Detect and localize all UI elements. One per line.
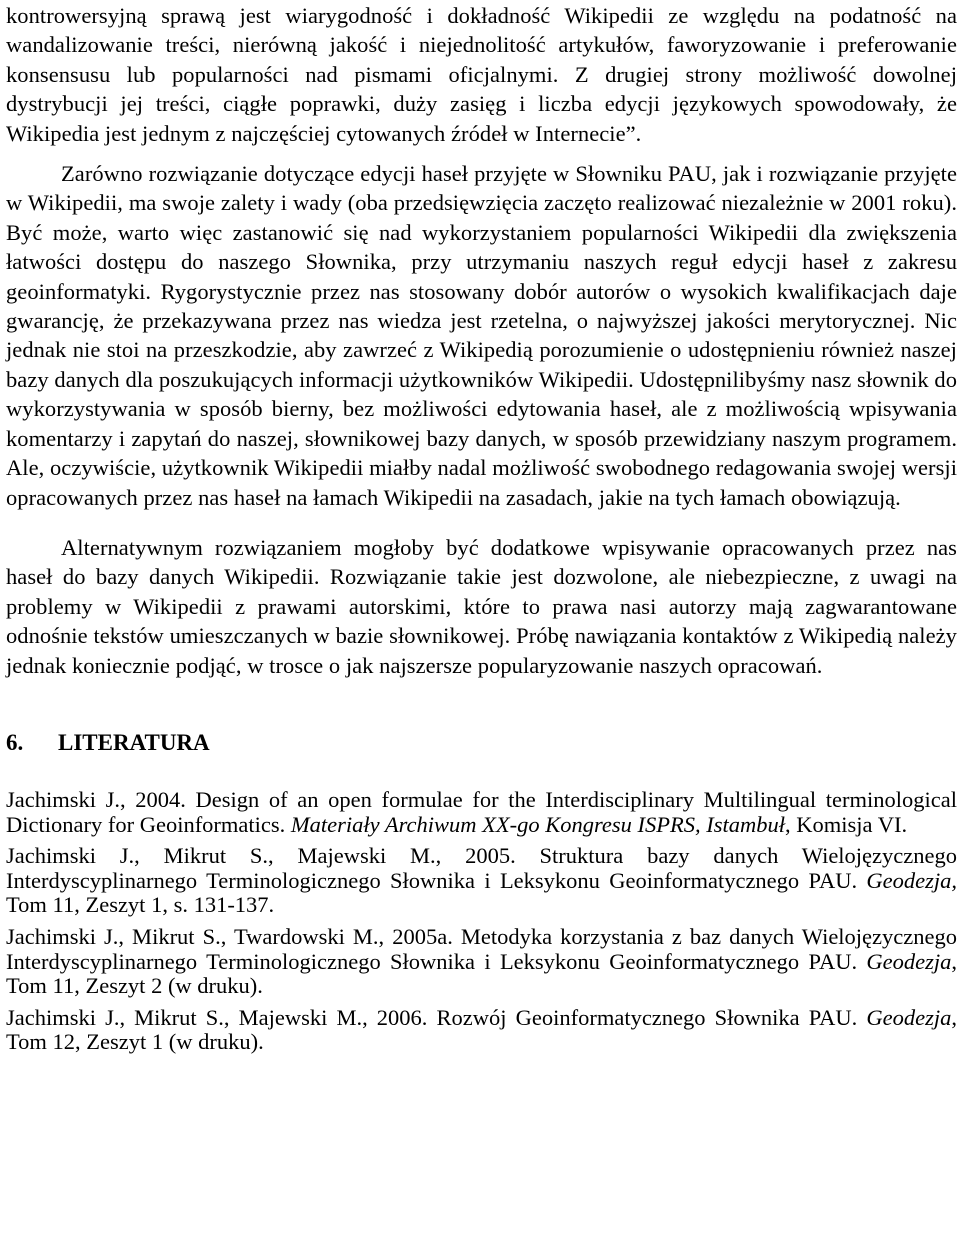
reference-item: Jachimski J., Mikrut S., Majewski M., 2005. Struktura bazy danych Wielojęzycznego Interdyscyplinarnego Terminologicznego Słownika i Leksykonu Geoinformatycznego PAU. Geodezja, Tom 11, Zeszyt 1, s. 131-137. [6,843,957,918]
document-page [0,1,960,1249]
reference-item: Jachimski J., 2004. Design of an open formulae for the Interdisciplinary Multilingual terminological Dictionary for Geoinformatics. Materiały Archiwum XX-go Kongresu ISPRS, Istambuł, Komisja VI. [6,786,957,837]
paragraph-solutions-comparison: Zarówno rozwiązanie dotyczące edycji haseł przyjęte w Słowniku PAU, jak i rozwiązanie przyjęte w Wikipedii, ma swoje zalety i wady (oba przedsięwzięcia zaczęto realizować niezależnie w 2001 roku). Być może, warto więc zastanowić się nad wykorzystaniem popularności Wikipedii dla zwiększenia łatwości dostępu do naszego Słownika, przy utrzymaniu naszych reguł edycji haseł z zakresu geoinformatyki. Rygorystycznie przez nas stosowany dobór autorów o wysokich kwalifikacjach daje gwarancję, że przekazywana przez nas wiedza jest rzetelna, o najwyższej jakości merytorycznej. Nic jednak nie stoi na przeszkodzie, aby zawrzeć z Wikipedią porozumienie o udostępnieniu również naszej bazy danych dla poszukujących informacji użytkowników Wikipedii. Udostępnilibyśmy nasz słownik do wykorzystywania w sposób bierny, bez możliwości edytowania haseł, ale z możliwością wpisywania komentarzy i zapytań do naszej, słownikowej bazy danych, w sposób przewidziany naszym programem. Ale, oczywiście, użytkownik Wikipedii miałby nadal możliwość swobodnego redagowania swojej wersji opracowanych przez nas haseł na łamach Wikipedii na zasadach, jakie na tych łamach obowiązują. [6,161,957,510]
reference-item: Jachimski J., Mikrut S., Twardowski M., 2005a. Metodyka korzystania z baz danych Wielojęzycznego Interdyscyplinarnego Terminologicznego Słownika i Leksykonu Geoinformatycznego PAU. Geodezja, Tom 11, Zeszyt 2 (w druku). [6,923,957,999]
paragraph-continuation: kontrowersyjną sprawą jest wiarygodność i dokładność Wikipedii ze względu na podatność na wandalizowanie treści, nierówną jakość i niejednolitość artykułów, faworyzowanie i preferowanie konsensusu lub popularności nad pismami oficjalnymi. Z drugiej strony możliwość dowolnej dystrybucji jej treści, ciągłe poprawki, duży zasięg i liczba edycji językowych spowodowały, że Wikipedia jest jednym z najczęściej cytowanych źródeł w Internecie”. [6,3,957,146]
section-heading-literatura [6,728,957,758]
section-title: LITERATURA [58,729,210,755]
reference-item: Jachimski J., Mikrut S., Majewski M., 2006. Rozwój Geoinformatycznego Słownika PAU. Geodezja, Tom 12, Zeszyt 1 (w druku). [6,1004,957,1055]
body-text [6,1,957,680]
reference-list [6,788,957,1055]
paragraph-alternative-solution: Alternatywnym rozwiązaniem mogłoby być dodatkowe wpisywanie opracowanych przez nas haseł do bazy danych Wikipedii. Rozwiązanie takie jest dozwolone, ale niebezpieczne, z uwagi na problemy w Wikipedii z prawami autorskimi, które to prawa nasi autorzy mają zagwarantowane odnośnie tekstów umieszczanych w bazie słownikowej. Próbę nawiązania kontaktów z Wikipedią należy jednak koniecznie podjąć, w trosce o jak najszersze popularyzowanie naszych opracowań. [6,534,957,678]
section-number: 6. [6,729,24,755]
